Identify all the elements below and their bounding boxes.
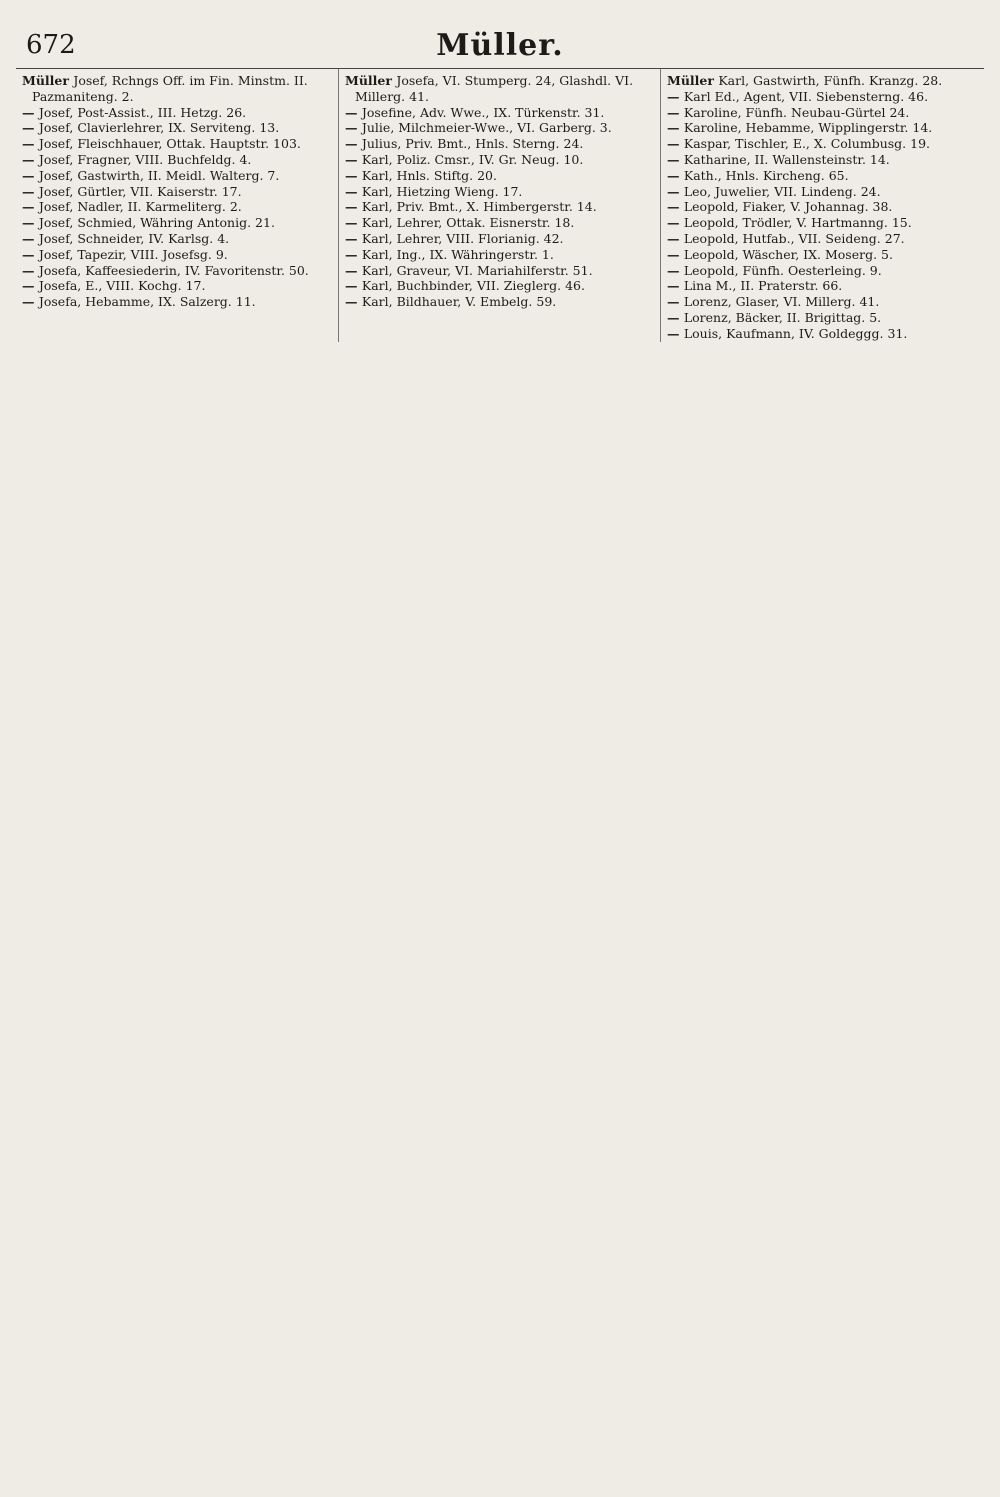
entry-lead: —	[22, 183, 39, 199]
column-left	[16, 69, 338, 342]
entry-text: Karl, Lehrer, Ottak. Eisnerstr. 18.	[361, 215, 575, 231]
page-header	[16, 24, 984, 68]
directory-entry	[667, 199, 976, 215]
entry-text: Karl, Bildhauer, V. Embelg. 59.	[361, 294, 557, 310]
directory-entry	[667, 326, 976, 342]
directory-entry	[345, 184, 654, 200]
entry-text: Josef, Schmied, Währing Antonig. 21.	[38, 215, 275, 231]
entry-text: Josefa, VI. Stumperg. 24, Glashdl. VI. Millerg. 41.	[355, 73, 634, 104]
directory-entry	[667, 73, 976, 89]
directory-entry	[345, 199, 654, 215]
directory-entry	[667, 120, 976, 136]
directory-entry	[667, 105, 976, 121]
entry-text: Kath., Hnls. Kircheng. 65.	[683, 167, 849, 183]
directory-entry	[667, 168, 976, 184]
running-head: Müller.	[436, 28, 564, 63]
entry-text: Lorenz, Glaser, VI. Millerg. 41.	[683, 294, 880, 310]
entry-text: Josef, Fragner, VIII. Buchfeldg. 4.	[38, 151, 252, 167]
entry-lead: —	[22, 262, 39, 278]
directory-entry	[22, 152, 332, 168]
entry-text: Kaspar, Tischler, E., X. Columbusg. 19.	[683, 136, 930, 152]
entry-text: Josef, Post-Assist., III. Hetzg. 26.	[38, 104, 247, 120]
entry-lead: —	[22, 278, 39, 294]
entry-lead: —	[667, 151, 684, 167]
entry-text: Karoline, Hebamme, Wipplingerstr. 14.	[683, 120, 933, 136]
entry-lead: —	[667, 167, 684, 183]
directory-entry	[22, 136, 332, 152]
directory-entry	[667, 278, 976, 294]
entry-text: Josef, Rchngs Off. im Fin. Minstm. II. Pazmaniteng. 2.	[32, 73, 308, 104]
directory-entry	[667, 247, 976, 263]
entry-lead: —	[22, 151, 39, 167]
entry-text: Karl, Graveur, VI. Mariahilferstr. 51.	[361, 262, 593, 278]
entry-lead: —	[345, 294, 362, 310]
entry-text: Leopold, Fiaker, V. Johannag. 38.	[683, 199, 893, 215]
entry-lead: —	[345, 262, 362, 278]
entry-text: Josef, Clavierlehrer, IX. Serviteng. 13.	[38, 120, 280, 136]
entry-lead: —	[22, 167, 39, 183]
entry-text: Julius, Priv. Bmt., Hnls. Sterng. 24.	[361, 136, 584, 152]
entry-lead: —	[345, 230, 362, 246]
entry-text: Julie, Milchmeier-Wwe., VI. Garberg. 3.	[361, 120, 612, 136]
entry-lead: —	[345, 278, 362, 294]
entry-lead: —	[22, 104, 39, 120]
entry-text: Karl, Gastwirth, Fünfh. Kranzg. 28.	[718, 73, 943, 88]
entry-lead: —	[667, 104, 684, 120]
column-middle	[338, 69, 660, 342]
directory-entry	[667, 152, 976, 168]
entry-text: Josefa, Kaffeesiederin, IV. Favoritenstr. 50.	[38, 262, 309, 278]
entry-text: Josef, Gastwirth, II. Meidl. Walterg. 7.	[38, 167, 280, 183]
entry-text: Josefine, Adv. Wwe., IX. Türkenstr. 31.	[361, 104, 605, 120]
entry-text: Lina M., II. Praterstr. 66.	[683, 278, 843, 294]
entry-text: Karl, Priv. Bmt., X. Himbergerstr. 14.	[361, 199, 597, 215]
directory-entry	[667, 136, 976, 152]
entry-text: Karl, Ing., IX. Währingerstr. 1.	[361, 246, 554, 262]
entry-lead: —	[345, 199, 362, 215]
entry-text: Josef, Fleischhauer, Ottak. Hauptstr. 103.	[38, 136, 301, 152]
entry-lead: Müller	[22, 73, 74, 88]
directory-entry	[22, 199, 332, 215]
directory-entry	[667, 184, 976, 200]
entry-lead: —	[667, 230, 684, 246]
directory-entry	[22, 231, 332, 247]
entry-lead: —	[345, 120, 362, 136]
entry-text: Josef, Nadler, II. Karmeliterg. 2.	[38, 199, 242, 215]
directory-entry	[667, 231, 976, 247]
entry-text: Karl, Buchbinder, VII. Zieglerg. 46.	[361, 278, 585, 294]
directory-entry	[667, 294, 976, 310]
entry-text: Leo, Juwelier, VII. Lindeng. 24.	[683, 183, 881, 199]
entry-lead: —	[22, 199, 39, 215]
directory-entry	[22, 278, 332, 294]
entry-lead: —	[345, 151, 362, 167]
entry-text: Leopold, Fünfh. Oesterleing. 9.	[683, 262, 882, 278]
entry-text: Josef, Schneider, IV. Karlsg. 4.	[38, 230, 230, 246]
entry-lead: —	[667, 215, 684, 231]
entry-lead: Müller	[345, 73, 397, 88]
entry-text: Josef, Tapezir, VIII. Josefsg. 9.	[38, 246, 228, 262]
directory-entry	[22, 105, 332, 121]
directory-entry	[345, 73, 654, 105]
directory-entry	[22, 263, 332, 279]
entry-text: Karl Ed., Agent, VII. Siebensterng. 46.	[683, 88, 929, 104]
entry-lead: —	[22, 215, 39, 231]
directory-entry	[667, 310, 976, 326]
entry-lead: —	[667, 309, 684, 325]
directory-entry	[345, 215, 654, 231]
entry-text: Louis, Kaufmann, IV. Goldeggg. 31.	[683, 325, 908, 341]
entry-lead: —	[667, 120, 684, 136]
page-number: 672	[26, 30, 76, 60]
directory-columns	[16, 68, 984, 342]
directory-entry	[22, 168, 332, 184]
entry-lead: —	[667, 183, 684, 199]
directory-entry	[22, 247, 332, 263]
directory-entry	[667, 263, 976, 279]
directory-entry	[345, 231, 654, 247]
entry-lead: —	[22, 246, 39, 262]
entry-lead: —	[345, 167, 362, 183]
entry-text: Karoline, Fünfh. Neubau-Gürtel 24.	[683, 104, 910, 120]
entry-text: Josefa, Hebamme, IX. Salzerg. 11.	[38, 294, 256, 310]
entry-text: Leopold, Trödler, V. Hartmanng. 15.	[683, 215, 912, 231]
entry-lead: —	[22, 136, 39, 152]
directory-entry	[667, 89, 976, 105]
directory-entry	[345, 120, 654, 136]
directory-entry	[345, 263, 654, 279]
entry-text: Karl, Lehrer, VIII. Florianig. 42.	[361, 230, 564, 246]
directory-entry	[345, 168, 654, 184]
entry-lead: —	[345, 215, 362, 231]
entry-lead: —	[22, 294, 39, 310]
directory-entry	[22, 184, 332, 200]
entry-text: Karl, Poliz. Cmsr., IV. Gr. Neug. 10.	[361, 151, 584, 167]
entry-text: Katharine, II. Wallensteinstr. 14.	[683, 151, 890, 167]
entry-lead: —	[667, 88, 684, 104]
directory-entry	[345, 278, 654, 294]
directory-entry	[345, 136, 654, 152]
entry-lead: —	[22, 120, 39, 136]
column-right	[660, 69, 982, 342]
directory-entry	[345, 105, 654, 121]
entry-text: Karl, Hnls. Stiftg. 20.	[361, 167, 497, 183]
entry-lead: —	[667, 136, 684, 152]
entry-lead: Müller	[667, 73, 719, 88]
directory-entry	[345, 247, 654, 263]
entry-text: Karl, Hietzing Wieng. 17.	[361, 183, 523, 199]
directory-entry	[22, 120, 332, 136]
entry-text: Josefa, E., VIII. Kochg. 17.	[38, 278, 206, 294]
entry-lead: —	[667, 246, 684, 262]
directory-entry	[22, 73, 332, 105]
directory-entry	[345, 294, 654, 310]
entry-text: Lorenz, Bäcker, II. Brigittag. 5.	[683, 309, 882, 325]
entry-lead: —	[345, 136, 362, 152]
entry-lead: —	[345, 104, 362, 120]
directory-entry	[22, 215, 332, 231]
entry-text: Josef, Gürtler, VII. Kaiserstr. 17.	[38, 183, 242, 199]
entry-lead: —	[667, 325, 684, 341]
directory-entry	[667, 215, 976, 231]
entry-text: Leopold, Wäscher, IX. Moserg. 5.	[683, 246, 893, 262]
directory-entry	[22, 294, 332, 310]
entry-text: Leopold, Hutfab., VII. Seideng. 27.	[683, 230, 905, 246]
entry-lead: —	[667, 262, 684, 278]
entry-lead: —	[345, 183, 362, 199]
entry-lead: —	[22, 230, 39, 246]
entry-lead: —	[345, 246, 362, 262]
entry-lead: —	[667, 278, 684, 294]
directory-entry	[345, 152, 654, 168]
entry-lead: —	[667, 294, 684, 310]
entry-lead: —	[667, 199, 684, 215]
